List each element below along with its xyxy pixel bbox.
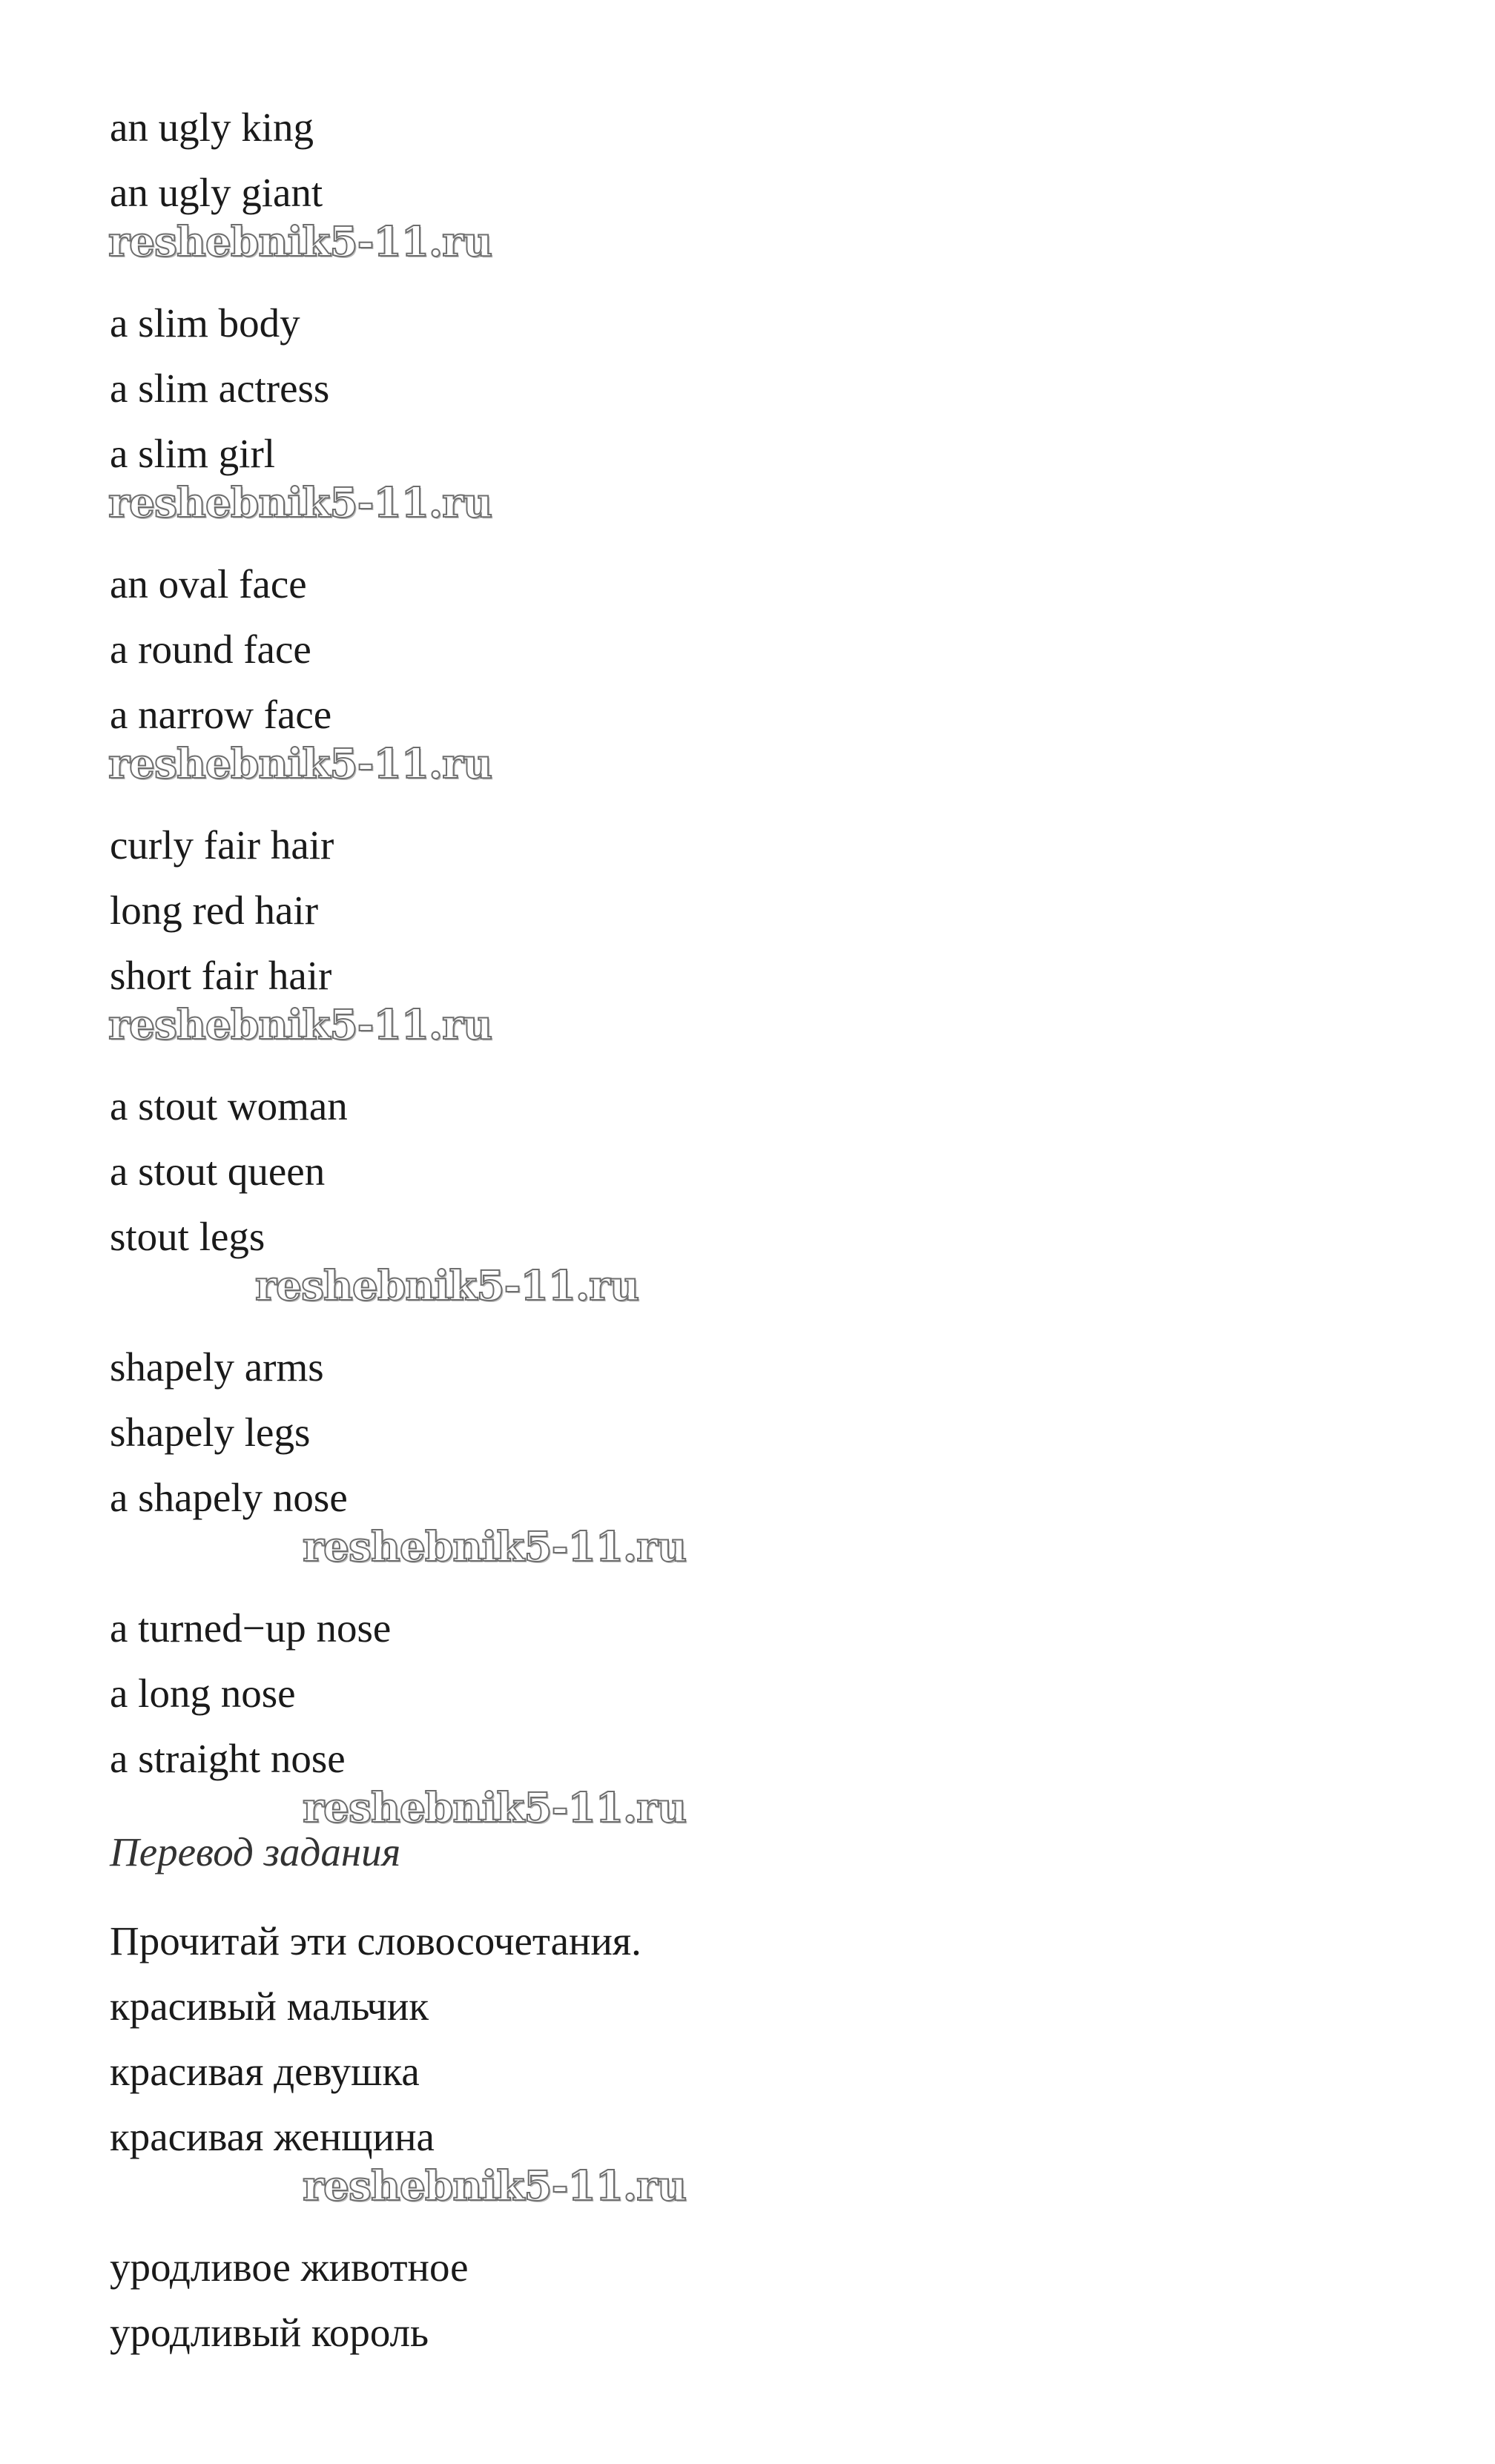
phrase-line: an ugly king [110, 105, 314, 150]
phrase-line: красивая женщина [110, 2114, 435, 2159]
phrase-line: curly fair hair [110, 822, 334, 868]
watermark: reshebnik5-11.ru [108, 1000, 492, 1048]
watermark: reshebnik5-11.ru [108, 478, 492, 526]
phrase-line: shapely arms [110, 1344, 324, 1390]
watermark: reshebnik5-11.ru [255, 1261, 639, 1309]
phrase-line: красивый мальчик [110, 1984, 429, 2029]
phrase-line: уродливое животное [110, 2245, 469, 2290]
phrase-line: Прочитай эти словосочетания. [110, 1918, 641, 1963]
watermark: reshebnik5-11.ru [108, 739, 492, 787]
phrase-line: a stout woman [110, 1083, 348, 1129]
phrase-line: a narrow face [110, 692, 332, 737]
phrase-line: short fair hair [110, 953, 332, 998]
phrase-line: an oval face [110, 561, 307, 607]
phrase-line: stout legs [110, 1214, 265, 1259]
phrase-line: уродливый король [110, 2310, 429, 2355]
section-heading: Перевод задания [110, 1829, 401, 1875]
watermark: reshebnik5-11.ru [303, 1783, 687, 1832]
phrase-line: long red hair [110, 888, 319, 933]
phrase-line: a stout queen [110, 1149, 326, 1194]
phrase-line: красивая девушка [110, 2049, 420, 2094]
phrase-line: an ugly giant [110, 170, 323, 215]
phrase-line: a straight nose [110, 1736, 346, 1781]
phrase-line: a shapely nose [110, 1475, 348, 1520]
phrase-line: a slim body [110, 300, 300, 346]
watermark: reshebnik5-11.ru [108, 217, 492, 265]
watermark: reshebnik5-11.ru [303, 1522, 687, 1570]
phrase-line: shapely legs [110, 1410, 311, 1455]
phrase-line: a long nose [110, 1671, 296, 1716]
phrase-line: a turned−up nose [110, 1605, 392, 1651]
phrase-line: a slim girl [110, 431, 276, 476]
phrase-line: a round face [110, 627, 311, 672]
phrase-line: a slim actress [110, 366, 330, 411]
watermark: reshebnik5-11.ru [303, 2161, 687, 2210]
